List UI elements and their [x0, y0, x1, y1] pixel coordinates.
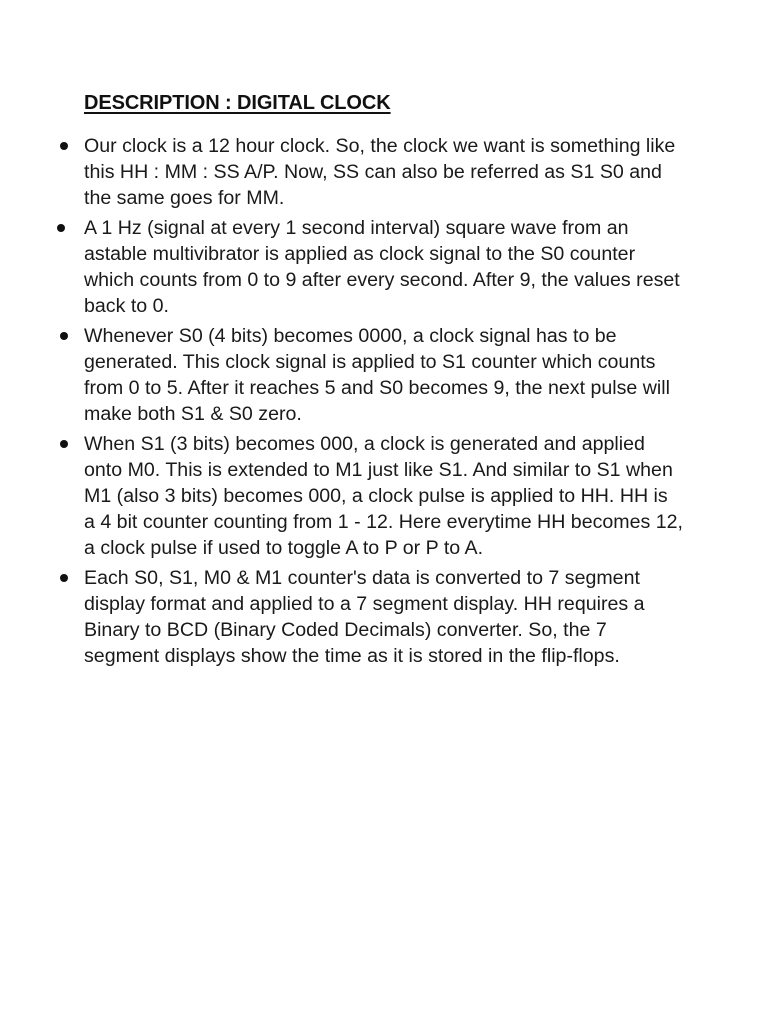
- bullet-item-minutes-hours: [0, 431, 684, 561]
- bullet-dot-icon: [57, 224, 65, 232]
- bullet-item-1hz-signal: [0, 215, 684, 319]
- bullet-dot-icon: [60, 142, 68, 150]
- bullet-item-s0-rollover: [0, 323, 684, 427]
- bullet-text: Each S0, S1, M0 & M1 counter's data is converted to 7 segment display format and applied to a 7 segment display. HH requires a Binary to BCD (Binary Coded Decimals) converter. So, the 7 segment displays show the time as it is stored in the flip-flops.: [84, 567, 645, 667]
- bullet-text: Whenever S0 (4 bits) becomes 0000, a clock signal has to be generated. This clock signal is applied to S1 counter which counts from 0 to 5. After it reaches 5 and S0 becomes 9, the next pulse will make both S1 & S0 zero.: [84, 325, 670, 425]
- document-title: DESCRIPTION : DIGITAL CLOCK: [84, 92, 391, 114]
- bullet-dot-icon: [60, 574, 68, 582]
- bullet-list: [0, 133, 768, 673]
- bullet-text: Our clock is a 12 hour clock. So, the clock we want is something like this HH : MM : SS A/P. Now, SS can also be referred as S1 S0 and the same goes for MM.: [84, 135, 676, 209]
- bullet-text: When S1 (3 bits) becomes 000, a clock is generated and applied onto M0. This is extended to M1 just like S1. And similar to S1 when M1 (also 3 bits) becomes 000, a clock pulse is applied to HH. HH is a 4 bit counter counting from 1 - 12. Here everytime HH becomes 12, a clock pulse if used to toggle A to P or P to A.: [84, 433, 683, 559]
- bullet-text: A 1 Hz (signal at every 1 second interval) square wave from an astable multivibrator is applied as clock signal to the S0 counter which counts from 0 to 9 after every second. After 9, the values reset back to 0.: [84, 217, 680, 317]
- bullet-dot-icon: [60, 440, 68, 448]
- bullet-item-12-hour-clock: [0, 133, 684, 211]
- bullet-dot-icon: [60, 332, 68, 340]
- bullet-item-7-segment-display: [0, 565, 684, 669]
